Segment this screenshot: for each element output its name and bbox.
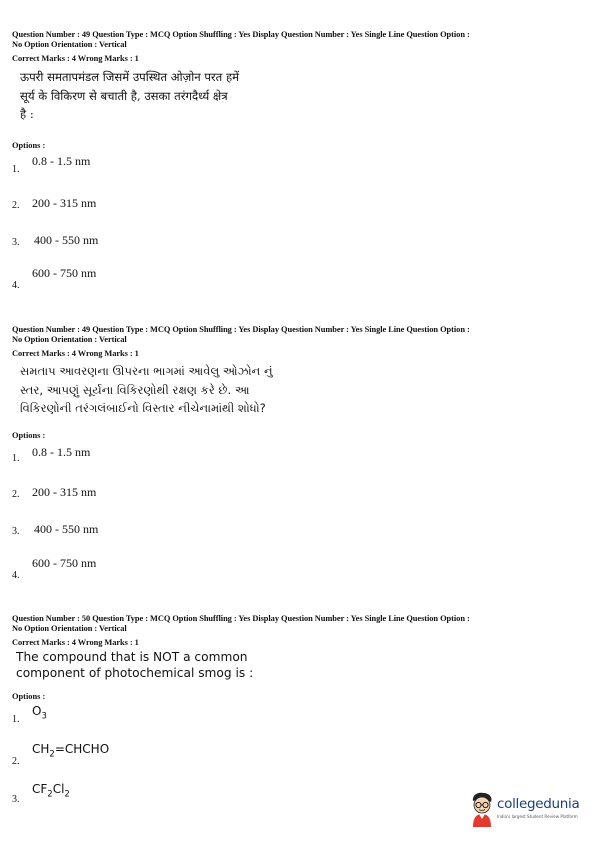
option-item[interactable] [12,154,312,182]
option-text: 200 - 315 nm [32,485,97,499]
question-meta-line1: Question Number : 49 Question Type : MCQ Option Shuffling : Yes Display Question Number : Yes Single Line Question Option : [12,30,470,39]
option-text: 400 - 550 nm [34,233,99,247]
option-item[interactable] [12,445,312,473]
option-item[interactable] [12,266,312,294]
question-block-gujarati [12,325,587,581]
option-text: 0.8 - 1.5 nm [32,445,91,459]
formula-subscript: 2 [47,789,53,800]
options-list [12,445,312,585]
option-number: 3. [12,526,20,537]
option-number: 4. [12,280,20,291]
options-label: Options : [12,692,46,701]
question-meta-line2: No Option Orientation : Vertical [12,335,127,344]
option-item[interactable] [12,704,312,732]
question-text-line: ऊपरी समतापमंडल जिसमें उपस्थित ओज़ोन परत हमें [20,70,240,84]
question-marks: Correct Marks : 4 Wrong Marks : 1 [12,349,139,358]
option-number: 1. [12,164,20,175]
option-item[interactable] [12,196,312,224]
option-item[interactable] [12,485,312,513]
option-text: 600 - 750 nm [32,266,97,280]
formula-subscript: 2 [49,749,55,760]
option-number: 1. [12,714,20,725]
options-label: Options : [12,431,46,440]
logo-wordmark: collegedunia [497,796,580,812]
option-number: 2. [12,756,20,767]
option-item[interactable] [12,742,312,770]
options-list [12,704,312,814]
student-mascot-icon [468,792,496,828]
option-number: 3. [12,237,20,248]
option-formula [32,782,70,799]
question-text [20,68,587,124]
option-number: 2. [12,489,20,500]
option-number: 3. [12,794,20,805]
option-text: 600 - 750 nm [32,556,97,570]
option-text: 400 - 550 nm [34,522,99,536]
formula-subscript: 2 [64,789,70,800]
options-list [12,154,312,294]
option-item[interactable] [12,233,312,261]
question-meta-line2: No Option Orientation : Vertical [12,624,127,633]
option-text: 200 - 315 nm [32,196,97,210]
formula-rest: Cl [52,782,65,796]
option-text: 0.8 - 1.5 nm [32,154,91,168]
option-item[interactable] [12,522,312,550]
option-formula [32,704,47,721]
question-text-line: વિકિરણોની તરંગલંબાઈનો વિસ્તાર નીચેનામાંથી શોધો? [20,401,266,415]
options-label: Options : [12,141,46,150]
option-number: 4. [12,570,20,581]
question-marks: Correct Marks : 4 Wrong Marks : 1 [12,638,139,647]
option-item[interactable] [12,782,312,810]
question-text [16,649,587,681]
question-text-line: સમતાપ આવરણના ઊપરના ભાગમાં આવેલુ ઓઝોન નું [20,364,273,378]
formula-subscript: 3 [41,711,47,722]
question-meta-line1: Question Number : 49 Question Type : MCQ Option Shuffling : Yes Display Question Number : Yes Single Line Question Option : [12,325,470,334]
question-text-line: है : [20,107,34,121]
question-text-line: component of photochemical smog is : [16,666,254,680]
option-item[interactable] [12,556,312,584]
formula-base: O [32,704,42,718]
question-text-line: સ્તર, આપણું સૂર્યના વિકિરણોથી રક્ષણ કરે છે. આ [20,382,250,397]
formula-base: CF [32,782,48,796]
question-text-line: सूर्य के विकिरण से बचाती है, उसका तरंगदैर्ध्य क्षेत्र [20,88,228,103]
question-meta-line1: Question Number : 50 Question Type : MCQ Option Shuffling : Yes Display Question Number : Yes Single Line Question Option : [12,614,470,623]
question-text-line: The compound that is NOT a common [16,650,248,664]
question-marks: Correct Marks : 4 Wrong Marks : 1 [12,54,139,63]
question-text [20,362,587,418]
option-formula [32,742,109,759]
formula-base: CH [32,742,50,756]
question-block-hindi [12,30,587,291]
option-number: 2. [12,200,20,211]
formula-rest: =CHCHO [54,742,110,756]
option-number: 1. [12,453,20,464]
question-meta-line2: No Option Orientation : Vertical [12,40,127,49]
collegedunia-logo[interactable] [468,792,590,832]
logo-tagline: India's largest Student Review Platform [497,814,578,819]
